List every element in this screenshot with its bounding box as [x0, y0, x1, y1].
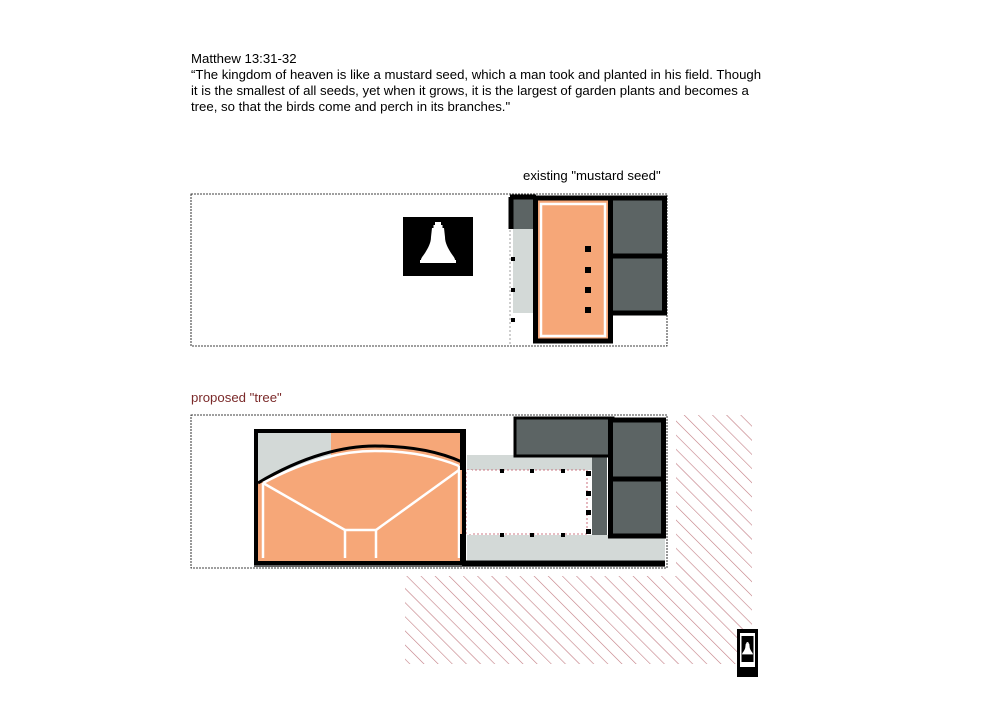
- column: [585, 246, 591, 252]
- existing-plan: [191, 194, 667, 346]
- column: [530, 469, 534, 473]
- column: [586, 510, 591, 515]
- quote-reference: Matthew 13:31-32: [191, 51, 297, 66]
- column: [586, 471, 591, 476]
- quote-line: “The kingdom of heaven is like a mustard seed, which a man took and planted in his field. Though: [191, 67, 762, 82]
- corridor-south: [467, 535, 665, 561]
- column: [511, 318, 515, 322]
- column: [561, 469, 565, 473]
- proposed-plan: [191, 415, 752, 664]
- existing-sanctuary: [536, 198, 611, 341]
- column: [561, 533, 565, 537]
- column: [530, 533, 534, 537]
- column: [585, 287, 591, 293]
- existing-label: existing "mustard seed": [523, 168, 661, 183]
- column: [511, 257, 515, 261]
- bell-tower: [737, 629, 758, 677]
- corridor-east: [592, 455, 607, 535]
- column: [586, 491, 591, 496]
- column: [500, 533, 504, 537]
- column: [585, 267, 591, 273]
- existing-corridor: [513, 229, 536, 313]
- column: [585, 307, 591, 313]
- annex-room-north: [515, 418, 613, 456]
- column: [511, 288, 515, 292]
- quote-line: tree, so that the birds come and perch in its branches.": [191, 99, 511, 114]
- column: [586, 529, 591, 534]
- proposed-label: proposed "tree": [191, 390, 282, 405]
- existing-dark-room: [513, 199, 536, 229]
- column: [500, 469, 504, 473]
- quote-line: it is the smallest of all seeds, yet when it grows, it is the largest of garden plants and becomes a: [191, 83, 749, 98]
- courtyard: [467, 470, 587, 534]
